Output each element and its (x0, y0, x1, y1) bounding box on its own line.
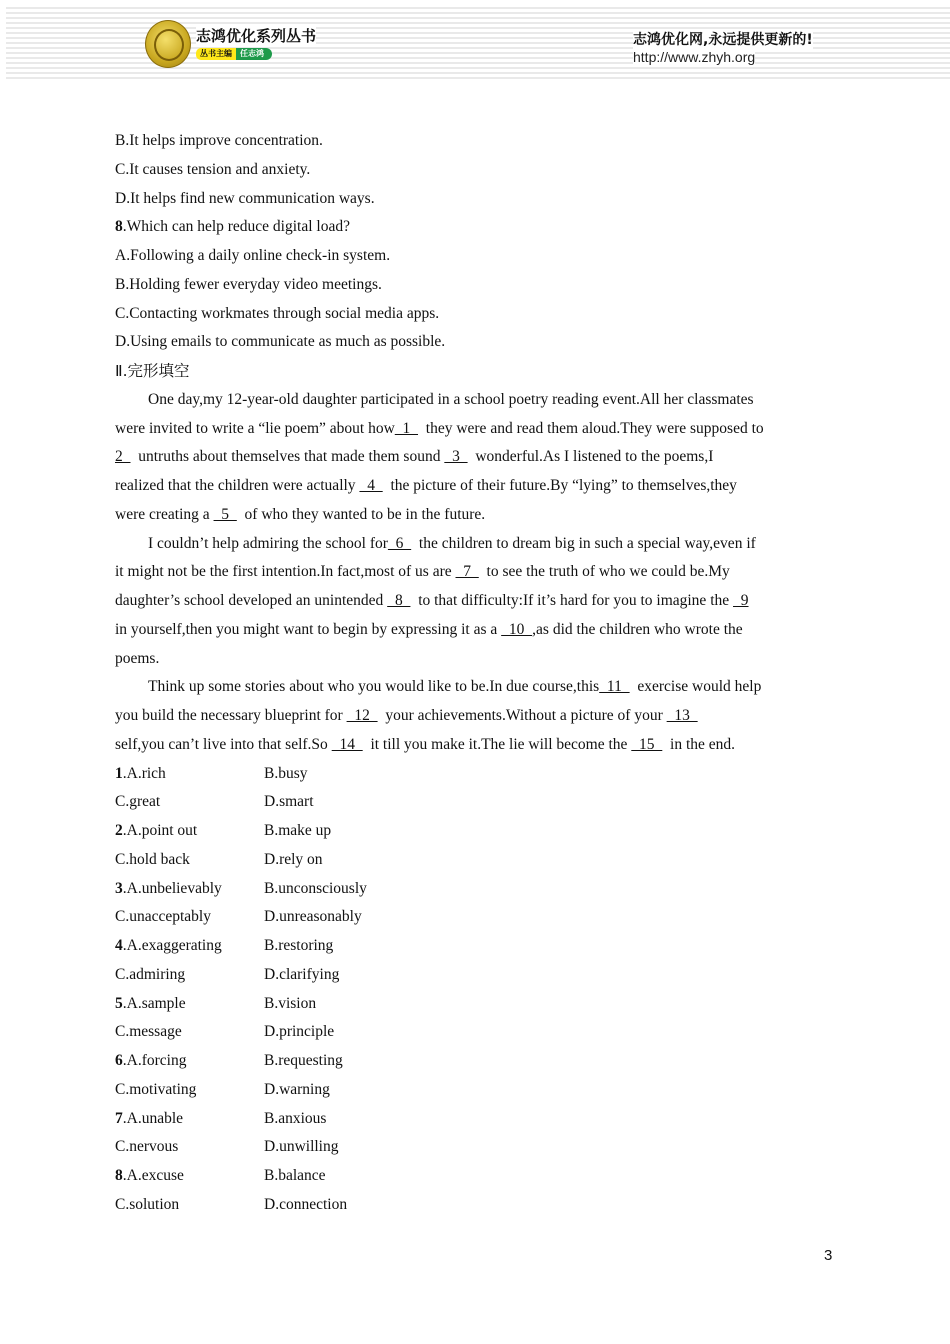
option-text: C.unacceptably (115, 908, 211, 926)
passage-text: it might not be the first intention.In fact,most of us are (115, 563, 456, 581)
option-text: C.admiring (115, 965, 186, 983)
option-line: C.It causes tension and anxiety. (115, 160, 311, 178)
question-number: 1 (115, 764, 123, 782)
question-text: .Which can help reduce digital load? (122, 218, 350, 236)
passage-line (115, 616, 835, 645)
passage-text: in yourself,then you might want to begin by expressing it as a (115, 620, 502, 638)
option-a (115, 1023, 182, 1040)
question-options-row (115, 1133, 835, 1162)
header-slogan: 志鸿优化网,永远提供更新的! (633, 29, 813, 49)
passage-text: in the end. (662, 735, 736, 753)
cloze-blank: 4 (359, 477, 383, 494)
option-a (115, 1138, 178, 1155)
question-options-row (115, 903, 835, 932)
question-options-row (115, 788, 835, 817)
section-title: Ⅱ.完形填空 (115, 362, 190, 380)
passage-text: were creating a (115, 505, 214, 523)
option-text: A.sample (126, 994, 186, 1012)
option-a (115, 1196, 179, 1213)
option-text: D.unwilling (264, 1138, 339, 1156)
passage-line (115, 587, 835, 616)
page-number: 3 (824, 1247, 833, 1264)
option-text: C.hold back (115, 850, 190, 868)
option-a: 7.A.unable (115, 1109, 184, 1127)
option-text: B.requesting (264, 1052, 343, 1069)
cloze-blank: 15 (631, 735, 663, 753)
cloze-blank: 3 (444, 448, 468, 466)
passage-text: I couldn’t help admiring the school for (148, 534, 388, 552)
passage-line (115, 645, 835, 674)
editor-badge (196, 48, 272, 60)
option-line: B.Holding fewer everyday video meetings. (115, 275, 382, 293)
option-text: D.connection (264, 1195, 348, 1213)
option-line: D.Using emails to communicate as much as possible. (115, 333, 446, 351)
option-text: A.unable (126, 1109, 184, 1127)
question-stem (115, 213, 835, 242)
passage-text: you build the necessary blueprint for (115, 707, 347, 724)
option-text: B.busy (264, 764, 308, 782)
question-number: 8 (115, 1167, 123, 1184)
cloze-blank: 12 (346, 707, 378, 724)
option-a: 6.A.forcing (115, 1052, 187, 1069)
option-text: A.excuse (126, 1167, 184, 1184)
document-body (115, 127, 835, 1220)
passage-line (115, 443, 835, 472)
series-brand: 志鸿优化系列丛书 (196, 27, 317, 45)
passage-text: Think up some stories about who you would like to be.In due course,this (148, 678, 600, 696)
passage-text: of who they wanted to be in the future. (236, 505, 486, 523)
cloze-blank: 10 (501, 620, 533, 638)
passage-text: the children to dream big in such a special way,even if (411, 534, 756, 552)
question-options-row (115, 990, 835, 1019)
option-text: D.warning (264, 1080, 330, 1098)
option-line: A.Following a daily online check-in system. (115, 247, 391, 264)
passage-text: they were and read them aloud.They were supposed to (418, 419, 764, 437)
question-options-row (115, 961, 835, 990)
passage-text: ,as did the children who wrote the (532, 620, 743, 638)
passage-line (115, 702, 835, 731)
question-options-row (115, 875, 835, 904)
question-number: 4 (115, 937, 123, 954)
option-line: D.It helps find new communication ways. (115, 189, 375, 207)
option-text: C.nervous (115, 1138, 179, 1156)
question-number: 2 (115, 822, 123, 839)
question-options-row (115, 1191, 835, 1220)
cloze-blank: 7 (455, 563, 479, 581)
option-a (115, 908, 211, 925)
option-a: 1.A.rich (115, 764, 166, 782)
option-text: B.restoring (264, 937, 334, 954)
option-text: A.forcing (126, 1052, 187, 1069)
passage-text: daughter’s school developed an unintended (115, 592, 388, 609)
passage-line (115, 558, 835, 587)
passage-text: to see the truth of who we could be.My (478, 563, 730, 581)
cloze-blank: 11 (599, 678, 630, 696)
question-options-row (115, 1162, 835, 1191)
question-options-row (115, 1105, 835, 1134)
passage-text: to that difficulty:If it’s hard for you to imagine the (410, 592, 734, 609)
option-text: B.make up (264, 822, 332, 839)
option-text: D.rely on (264, 850, 323, 868)
passage-line (115, 472, 835, 501)
option-text: A.unbelievably (126, 879, 222, 897)
passage-text: realized that the children were actually (115, 477, 360, 494)
cloze-blank: 5 (213, 505, 237, 523)
option-text: D.smart (264, 793, 314, 811)
passage-line (115, 415, 835, 444)
cloze-blank: 6 (387, 534, 412, 552)
passage-text: poems. (115, 649, 160, 667)
cloze-blank: 1 (394, 419, 419, 437)
badge-editor: 任志鸿 (236, 48, 272, 60)
option-text: B.unconsciously (264, 879, 367, 897)
option-text: D.principle (264, 1023, 335, 1041)
passage-text: your achievements.Without a picture of your (377, 707, 667, 724)
option-text: A.exaggerating (126, 937, 222, 954)
passage-text: untruths about themselves that made them sound (130, 448, 445, 466)
question-number: 5 (115, 994, 123, 1012)
option-text: B.anxious (264, 1109, 327, 1127)
cloze-blank: 9 (733, 592, 749, 609)
option-text: A.point out (126, 822, 198, 839)
question-options-row (115, 932, 835, 961)
passage-text: wonderful.As I listened to the poems,I (467, 448, 714, 466)
question-options-row (115, 846, 835, 875)
option-text: A.rich (126, 764, 166, 782)
passage-text: the picture of their future.By “lying” to themselves,they (382, 477, 737, 494)
cloze-blank: 14 (331, 735, 363, 753)
option-a: 4.A.exaggerating (115, 937, 222, 954)
option-text: B.vision (264, 994, 317, 1012)
option-a (115, 966, 185, 983)
option-text: D.clarifying (264, 965, 340, 983)
passage-line (115, 673, 835, 702)
passage-text: were invited to write a “lie poem” about how (115, 419, 395, 437)
question-options-row (115, 1076, 835, 1105)
passage-line (115, 501, 835, 530)
question-options-row (115, 1018, 835, 1047)
question-options-row (115, 1047, 835, 1076)
badge-label: 丛书主编 (196, 48, 236, 60)
passage-line (115, 731, 835, 760)
option-a (115, 851, 190, 868)
question-options-row (115, 760, 835, 789)
option-a: 8.A.excuse (115, 1167, 184, 1184)
option-a: 5.A.sample (115, 994, 186, 1012)
option-a: 3.A.unbelievably (115, 879, 222, 897)
passage-text: it till you make it.The lie will become the (362, 735, 632, 753)
cloze-blank: 13 (666, 707, 698, 724)
option-a: 2.A.point out (115, 822, 198, 839)
option-text: B.balance (264, 1167, 326, 1184)
passage-text: self,you can’t live into that self.So (115, 735, 332, 753)
option-line: C.Contacting workmates through social media apps. (115, 304, 440, 322)
question-number: 3 (115, 879, 123, 897)
passage-line (115, 386, 835, 415)
passage-text: exercise would help (629, 678, 762, 696)
option-a (115, 793, 160, 810)
header-url[interactable]: http://www.zhyh.org (633, 49, 756, 65)
question-number: 8 (115, 218, 123, 236)
passage-line (115, 530, 835, 559)
cloze-blank: 8 (387, 592, 411, 609)
question-number: 6 (115, 1052, 123, 1069)
option-text: C.message (115, 1023, 182, 1041)
option-a (115, 1081, 196, 1098)
question-options-row (115, 817, 835, 846)
passage-text: One day,my 12-year-old daughter participated in a school poetry reading event.All her classmates (148, 390, 754, 408)
option-text: C.solution (115, 1195, 180, 1213)
option-text: C.great (115, 793, 161, 811)
cloze-blank: 2 (115, 448, 131, 466)
option-text: D.unreasonably (264, 908, 362, 926)
option-text: C.motivating (115, 1080, 197, 1098)
logo-seal-icon (145, 20, 191, 68)
question-number: 7 (115, 1109, 123, 1127)
option-line: B.It helps improve concentration. (115, 132, 323, 149)
